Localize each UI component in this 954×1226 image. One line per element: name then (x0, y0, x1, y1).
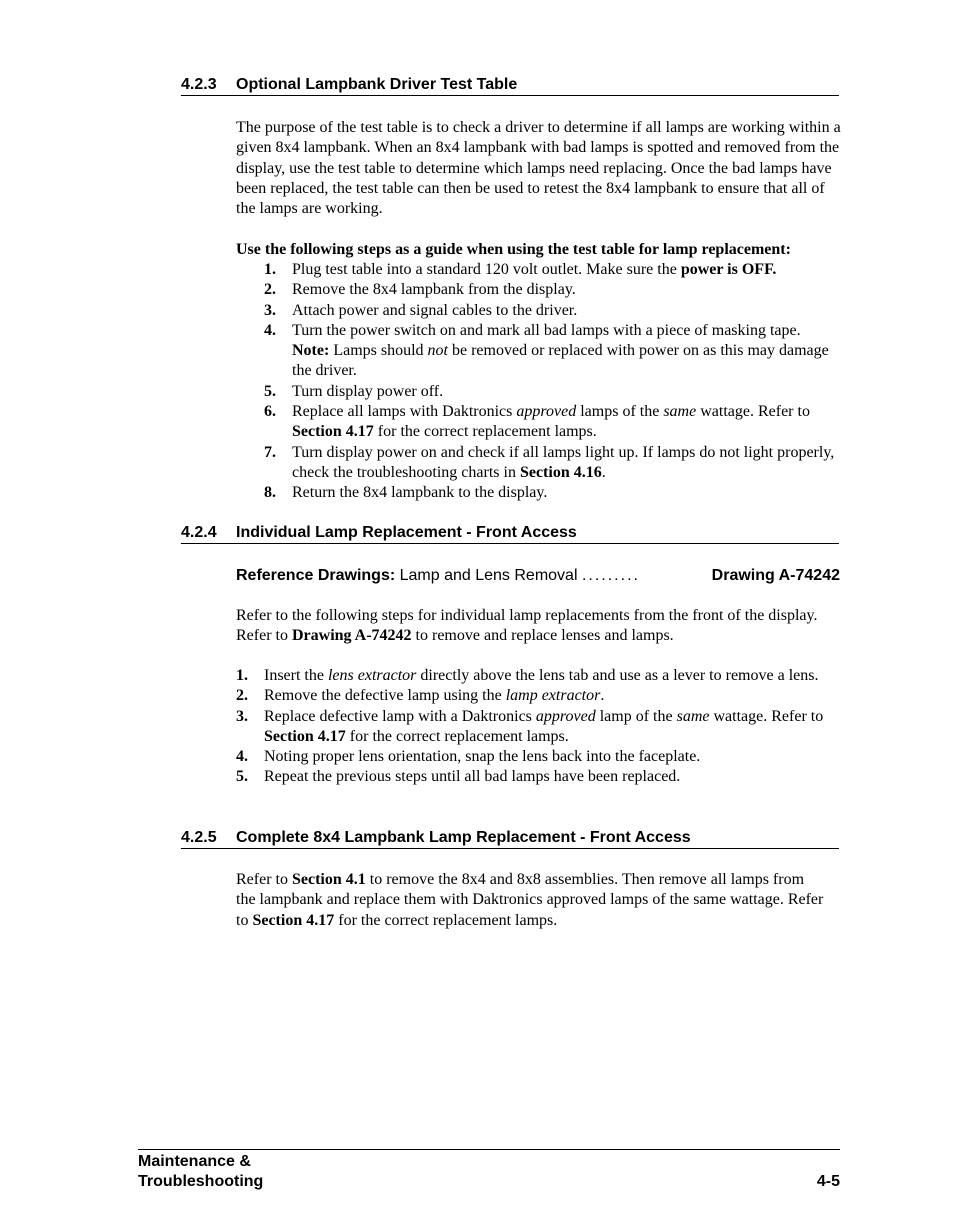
section-title: Individual Lamp Replacement - Front Access (236, 524, 577, 541)
list-item: 4. Noting proper lens orientation, snap the lens back into the faceplate. (236, 748, 701, 766)
leader-dots: ......... (581, 567, 640, 584)
test-table-guide: Use the following steps as a guide when using the test table for lamp replacement: (236, 241, 791, 258)
list-item: 1. Insert the lens extractor directly above the lens tab and use as a lever to remove a lens. (236, 667, 819, 684)
list-item: 2. Remove the 8x4 lampbank from the display. (264, 281, 576, 299)
reference-drawings (236, 566, 840, 586)
list-item: 3. Replace defective lamp with a Daktronics approved lamp of the same wattage. Refer to Section 4.17 for the correct replacement lamps. (236, 707, 824, 745)
section-title: Complete 8x4 Lampbank Lamp Replacement - Front Access (236, 829, 691, 846)
front-access-steps (236, 666, 844, 788)
complete-replacement-text: Refer to Section 4.1 to remove the 8x4 and 8x8 assemblies. Then remove all lamps from the lampbank and replace them with Daktronics approved lamps of the same wattage. Refer to Section 4.17 for the correct replacement lamps. (236, 871, 824, 929)
list-item: 8. Return the 8x4 lampbank to the display. (264, 484, 548, 502)
list-item: 5. Repeat the previous steps until all bad lamps have been replaced. (236, 768, 681, 786)
test-table-intro: The purpose of the test table is to check a driver to determine if all lamps are working within a given 8x4 lampbank. When an 8x4 lampbank with bad lamps is spotted and removed from the display, use the test table to determine which lamps need replacing. Once the bad lamps have been replaced, the test table can then be used to retest the 8x4 lampbank to ensure that all of the lamps are working. (236, 119, 841, 218)
reference-text: Lamp and Lens Removal (395, 567, 582, 584)
section-title: Optional Lampbank Driver Test Table (236, 76, 518, 93)
reference-label: Reference Drawings: (236, 567, 396, 584)
list-item: 6. Replace all lamps with Daktronics approved lamps of the same wattage. Refer to Section 4.17 for the correct replacement lamps. (264, 403, 810, 441)
list-item: 5. Turn display power off. (264, 382, 444, 400)
footer-section-name: Maintenance & Troubleshooting (138, 1153, 264, 1190)
list-item: 2. Remove the defective lamp using the lamp extractor. (236, 687, 605, 705)
front-access-intro: Refer to the following steps for individual lamp replacements from the front of the display. Refer to Drawing A-74242 to remove and replace lenses and lamps. (236, 607, 818, 645)
section-heading-4-2-3 (181, 76, 839, 96)
section-heading-4-2-5 (181, 829, 839, 849)
section-number: 4.2.3 (181, 76, 217, 93)
test-table-steps (264, 260, 844, 504)
reference-drawing-number: Drawing A-74242 (711, 567, 840, 584)
list-item: 7. Turn display power on and check if all lamps light up. If lamps do not light properly, check the troubleshooting charts in Section 4.16. (264, 443, 835, 481)
list-item: 4. Turn the power switch on and mark all bad lamps with a piece of masking tape. Note: Lamps should not be removed or replaced with power on as this may damage the driver. (264, 321, 829, 380)
page-number: 4-5 (816, 1173, 840, 1190)
section-heading-4-2-4 (181, 524, 839, 544)
footer-rule (138, 1149, 840, 1150)
section-number: 4.2.5 (181, 829, 217, 846)
list-item: 3. Attach power and signal cables to the driver. (264, 301, 578, 319)
list-item: 1. Plug test table into a standard 120 volt outlet. Make sure the power is OFF. (264, 261, 777, 278)
section-number: 4.2.4 (181, 524, 217, 541)
note-label: Note: (292, 342, 330, 360)
